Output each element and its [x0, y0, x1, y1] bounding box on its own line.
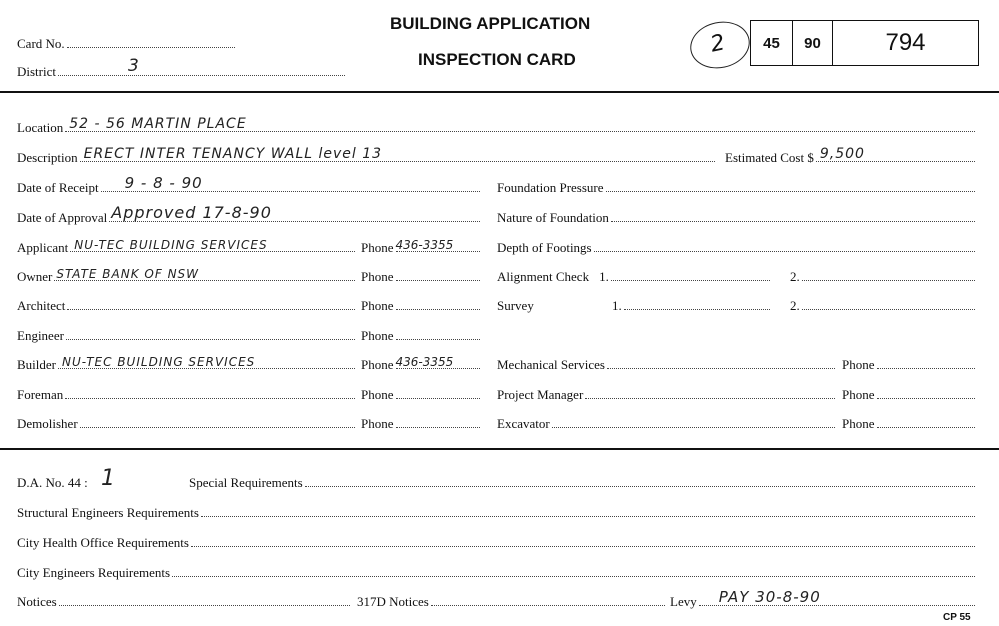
- architect-label: Architect: [17, 298, 66, 313]
- foreman-phone-label: Phone: [361, 387, 394, 402]
- estimated-cost-field[interactable]: [816, 146, 975, 162]
- survey-field-2[interactable]: [802, 309, 975, 310]
- engineer-row: [17, 328, 357, 344]
- survey-num2: 2.: [790, 298, 800, 313]
- excavator-row: [497, 416, 837, 432]
- city-health-field[interactable]: [191, 546, 975, 547]
- demolisher-field[interactable]: [80, 427, 355, 428]
- foundation-pressure-field[interactable]: [606, 191, 975, 192]
- foundation-pressure-row: [497, 180, 977, 196]
- date-of-receipt-label: Date of Receipt: [17, 180, 99, 195]
- demolisher-phone-field[interactable]: [396, 427, 481, 428]
- architect-field[interactable]: [67, 309, 355, 310]
- district-field[interactable]: [58, 56, 345, 76]
- circled-mark-value: 2: [708, 30, 728, 58]
- applicant-label: Applicant: [17, 240, 69, 255]
- owner-phone-label: Phone: [361, 269, 394, 284]
- circled-mark: [686, 16, 754, 73]
- builder-field[interactable]: [58, 355, 355, 369]
- demolisher-phone-row: [361, 416, 482, 432]
- owner-field[interactable]: [54, 267, 355, 281]
- architect-row: [17, 298, 357, 314]
- project-manager-field[interactable]: [585, 398, 835, 399]
- owner-value: STATE BANK OF NSW: [56, 267, 200, 281]
- project-manager-phone-field[interactable]: [877, 398, 976, 399]
- engineer-label: Engineer: [17, 328, 64, 343]
- depth-of-footings-field[interactable]: [594, 251, 975, 252]
- foreman-field[interactable]: [65, 398, 355, 399]
- date-of-receipt-value: 9 - 8 - 90: [124, 174, 203, 192]
- demolisher-phone-label: Phone: [361, 416, 394, 431]
- notices-317d-field[interactable]: [431, 605, 665, 606]
- levy-field[interactable]: [699, 588, 975, 606]
- city-health-row: [17, 535, 977, 551]
- levy-label: Levy: [670, 594, 697, 609]
- date-of-approval-field[interactable]: [109, 203, 480, 222]
- architect-phone-label: Phone: [361, 298, 394, 313]
- survey-row-2: [790, 298, 977, 314]
- card-no-label: Card No.: [17, 36, 65, 51]
- header-divider: [0, 91, 999, 93]
- date-of-receipt-row: [17, 174, 482, 196]
- district-value: 3: [128, 56, 140, 76]
- architect-phone-field[interactable]: [396, 309, 481, 310]
- depth-of-footings-row: [497, 240, 977, 256]
- applicant-phone-row: [361, 240, 482, 256]
- section-divider: [0, 448, 999, 450]
- da-number-row: [17, 466, 151, 491]
- excavator-phone-row: [842, 416, 977, 432]
- alignment-check-field-2[interactable]: [802, 280, 975, 281]
- builder-value: NU-TEC BUILDING SERVICES: [62, 355, 256, 369]
- location-row: [17, 116, 977, 136]
- mechanical-services-phone-field[interactable]: [877, 368, 976, 369]
- mechanical-services-phone-label: Phone: [842, 357, 875, 372]
- levy-row: [670, 588, 977, 610]
- nature-of-foundation-label: Nature of Foundation: [497, 210, 609, 225]
- builder-phone-value: 436-3355: [395, 355, 454, 369]
- structural-engineers-row: [17, 505, 977, 521]
- excavator-phone-label: Phone: [842, 416, 875, 431]
- applicant-phone-value: 436-3355: [395, 238, 454, 252]
- form-code: CP 55: [943, 612, 971, 623]
- date-of-approval-label: Date of Approval: [17, 210, 108, 225]
- structural-engineers-field[interactable]: [201, 516, 975, 517]
- survey-field-1[interactable]: [624, 309, 770, 310]
- special-requirements-field[interactable]: [305, 486, 975, 487]
- alignment-check-field-1[interactable]: [611, 280, 770, 281]
- engineer-phone-label: Phone: [361, 328, 394, 343]
- estimated-cost-label: Estimated Cost $: [725, 150, 814, 165]
- notices-label: Notices: [17, 594, 57, 609]
- builder-phone-row: [361, 357, 482, 373]
- mechanical-services-label: Mechanical Services: [497, 357, 605, 372]
- owner-phone-row: [361, 269, 482, 285]
- date-of-approval-row: [17, 203, 482, 226]
- foreman-row: [17, 387, 357, 403]
- foreman-label: Foreman: [17, 387, 64, 402]
- alignment-check-label: Alignment Check: [497, 269, 590, 284]
- owner-row: [17, 269, 357, 285]
- description-field[interactable]: [80, 146, 715, 162]
- alignment-check-row-2: [790, 269, 977, 285]
- form-title-line1: BUILDING APPLICATION: [390, 14, 591, 33]
- city-engineers-row: [17, 565, 977, 581]
- reference-boxes: [750, 20, 979, 66]
- owner-label: Owner: [17, 269, 53, 284]
- applicant-phone-label: Phone: [361, 240, 394, 255]
- builder-phone-field[interactable]: [395, 355, 481, 369]
- da-number-label: D.A. No. 44 :: [17, 475, 88, 490]
- location-field[interactable]: [65, 116, 975, 132]
- special-requirements-row: [189, 475, 977, 491]
- foreman-phone-row: [361, 387, 482, 403]
- demolisher-row: [17, 416, 357, 432]
- applicant-phone-field[interactable]: [395, 238, 481, 252]
- date-of-approval-value: Approved 17-8-90: [111, 203, 272, 222]
- description-row: [17, 146, 717, 166]
- builder-label: Builder: [17, 357, 56, 372]
- survey-row: [497, 298, 772, 314]
- nature-of-foundation-field[interactable]: [611, 221, 975, 222]
- builder-phone-label: Phone: [361, 357, 394, 372]
- depth-of-footings-label: Depth of Footings: [497, 240, 592, 255]
- estimated-cost-row: [725, 146, 977, 166]
- city-engineers-field[interactable]: [172, 576, 975, 577]
- city-engineers-label: City Engineers Requirements: [17, 565, 171, 580]
- notices-317d-row: [357, 594, 667, 610]
- nature-of-foundation-row: [497, 210, 977, 226]
- ref-box-1: 45: [751, 21, 793, 65]
- estimated-cost-value: 9,500: [819, 146, 865, 162]
- form-title-line2: INSPECTION CARD: [418, 50, 576, 69]
- ref-box-3: 794: [885, 29, 926, 56]
- notices-field[interactable]: [59, 605, 350, 606]
- city-health-label: City Health Office Requirements: [17, 535, 189, 550]
- foundation-pressure-label: Foundation Pressure: [497, 180, 604, 195]
- engineer-phone-field[interactable]: [396, 339, 481, 340]
- description-label: Description: [17, 150, 78, 165]
- notices-row: [17, 594, 352, 610]
- date-of-receipt-field[interactable]: [101, 174, 480, 192]
- builder-row: [17, 357, 357, 373]
- excavator-phone-field[interactable]: [877, 427, 976, 428]
- project-manager-label: Project Manager: [497, 387, 584, 402]
- owner-phone-field[interactable]: [396, 280, 481, 281]
- alignment-check-row: [497, 269, 772, 285]
- project-manager-phone-row: [842, 387, 977, 403]
- structural-engineers-label: Structural Engineers Requirements: [17, 505, 199, 520]
- mechanical-services-row: [497, 357, 837, 373]
- excavator-field[interactable]: [552, 427, 835, 428]
- notices-317d-label: 317D Notices: [357, 594, 429, 609]
- mechanical-services-field[interactable]: [607, 368, 835, 369]
- demolisher-label: Demolisher: [17, 416, 78, 431]
- description-value: ERECT INTER TENANCY WALL level 13: [83, 146, 383, 162]
- alignment-check-num2: 2.: [790, 269, 800, 284]
- applicant-row: [17, 240, 357, 256]
- project-manager-row: [497, 387, 837, 403]
- card-no-field[interactable]: [67, 47, 235, 48]
- foreman-phone-field[interactable]: [396, 398, 481, 399]
- architect-phone-row: [361, 298, 482, 314]
- location-label: Location: [17, 120, 64, 135]
- levy-value: PAY 30-8-90: [718, 588, 821, 606]
- mechanical-services-phone-row: [842, 357, 977, 373]
- location-value: 52 - 56 MARTIN PLACE: [69, 116, 247, 132]
- special-requirements-label: Special Requirements: [189, 475, 303, 490]
- survey-label: Survey: [497, 298, 534, 313]
- excavator-label: Excavator: [497, 416, 550, 431]
- district-label: District: [17, 64, 56, 79]
- da-number-value: 1: [101, 466, 117, 491]
- engineer-phone-row: [361, 328, 482, 344]
- engineer-field[interactable]: [66, 339, 355, 340]
- alignment-check-num1: 1.: [599, 269, 609, 284]
- project-manager-phone-label: Phone: [842, 387, 875, 402]
- survey-num1: 1.: [612, 298, 622, 313]
- district-row: [17, 56, 347, 80]
- ref-box-2: 90: [793, 21, 833, 65]
- applicant-field[interactable]: [70, 238, 355, 252]
- card-no-row: [17, 36, 237, 52]
- applicant-value: NU-TEC BUILDING SERVICES: [74, 238, 268, 252]
